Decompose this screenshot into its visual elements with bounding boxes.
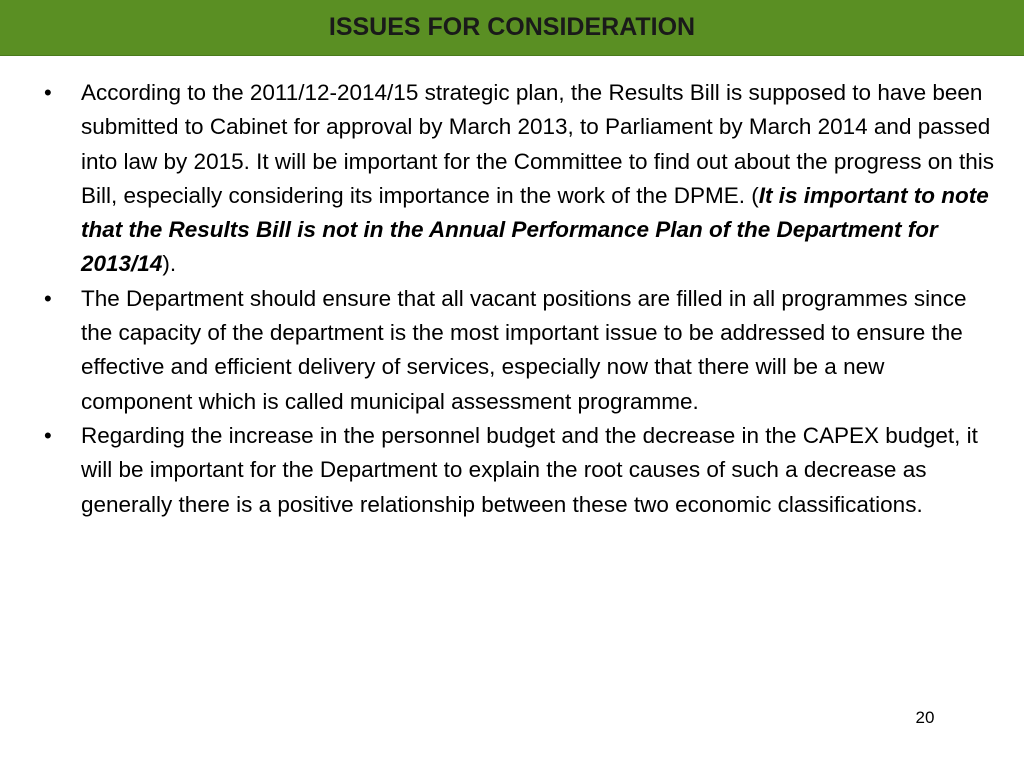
bullet-text-end: ). [162,251,177,277]
bullet-text: The Department should ensure that all vacant positions are filled in all programmes since the capacity of the department is the most important issue to be addressed to ensure the effective and efficient delivery of services, especially now that there will be a new component which is called municipal assessment programme. [81,285,967,414]
bullet-list [44,76,994,522]
bullet-icon: • [44,422,52,448]
slide-title: ISSUES FOR CONSIDERATION [328,13,696,41]
page-number: 20 [915,708,935,727]
bullet-item-budget [44,419,994,522]
bullet-item-vacant-positions [44,282,994,419]
title-bar [0,0,1024,56]
bullet-text: According to the 2011/12-2014/15 strategic plan, the Results Bill is supposed to have been submitted to Cabinet for approval by March 2013, to Parliament by March 2014 and passed into law by 2015. It will be important for the Committee to find out about the progress on this Bill, especially considering its importance in the work of the DPME. ( [81,80,994,208]
bullet-icon: • [44,80,52,105]
bullet-icon: • [44,285,52,311]
bullet-text: Regarding the increase in the personnel budget and the decrease in the CAPEX budget, it will be important for the Department to explain the root causes of such a decrease as generally there is a positive relationship between these two economic classifications. [81,422,978,517]
bullet-emphasis: It is important to note that the Results Bill is not in the Annual Performance Plan of the Department for 2013/14 [81,182,989,277]
bullet-item-results-bill [44,76,994,282]
